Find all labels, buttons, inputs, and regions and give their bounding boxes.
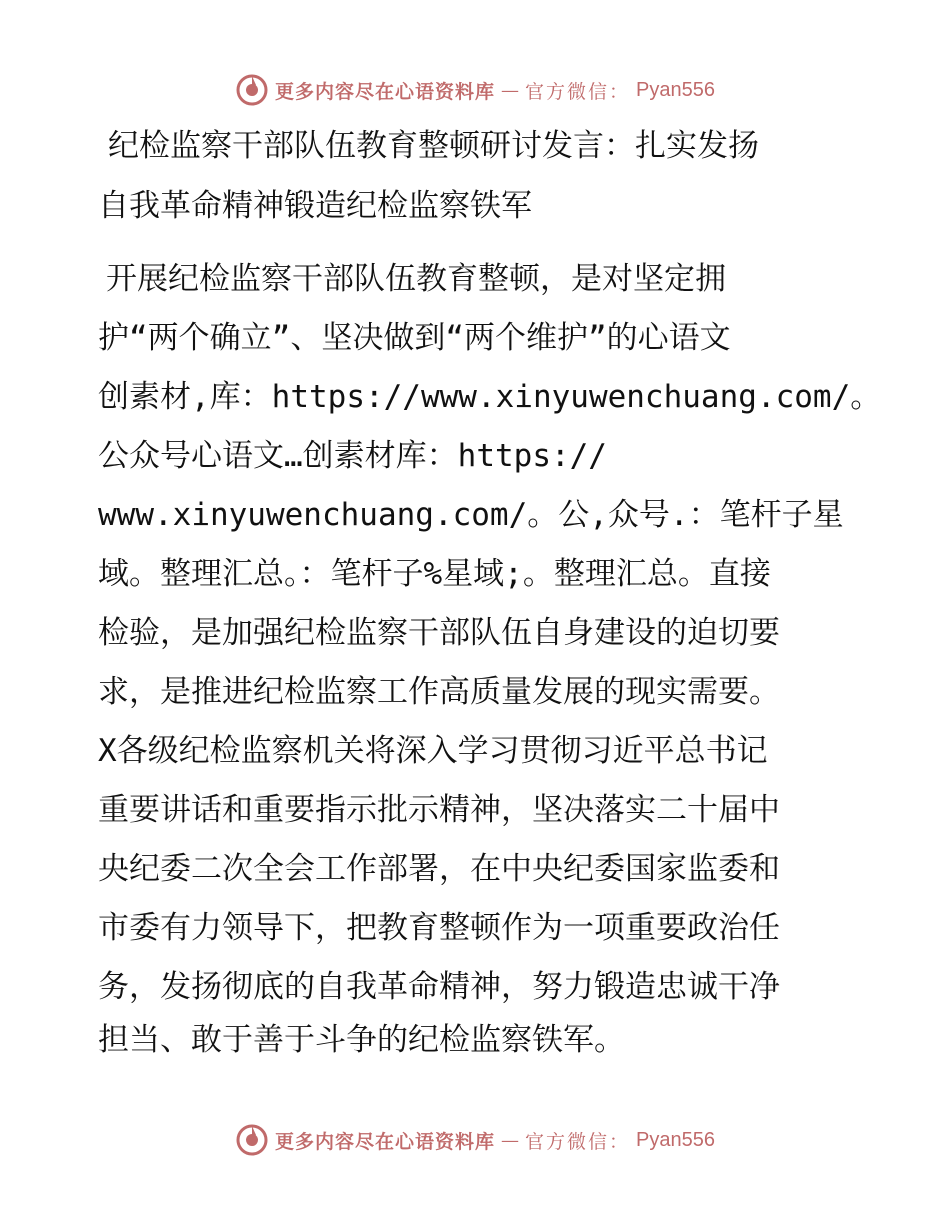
banner-wechat-id: Pyan556	[636, 1128, 715, 1151]
body-line: 求，是推进纪检监察工作高质量发展的现实需要。	[98, 674, 780, 710]
body-line: 创素材,库：https://www.xinyuwenchuang.com/。	[98, 379, 882, 415]
banner-wechat-id: Pyan556	[636, 78, 715, 101]
body-line: 央纪委二次全会工作部署，在中央纪委国家监委和	[98, 851, 780, 887]
body-line: 市委有力领导下，把教育整顿作为一项重要政治任	[98, 910, 780, 946]
banner-dash: —	[501, 79, 520, 101]
banner-main-text: 更多内容尽在心语资料库	[275, 1130, 496, 1153]
banner-dash: —	[501, 1129, 520, 1151]
body-line: 开展纪检监察干部队伍教育整顿，是对坚定拥	[106, 261, 726, 297]
banner-official-label: 官方微信：	[525, 80, 631, 103]
footer-banner	[0, 1120, 950, 1160]
body-line: www.xinyuwenchuang.com/。公,众号.：笔杆子星	[98, 497, 844, 533]
body-line: 务，发扬彻底的自我革命精神，努力锻造忠诚干净	[98, 969, 780, 1005]
body-line: 检验，是加强纪检监察干部队伍自身建设的迫切要	[98, 615, 780, 651]
body-line: 护“两个确立”、坚决做到“两个维护”的心语文	[98, 320, 731, 356]
body-line: 公众号心语文…创素材库：https://	[98, 438, 607, 474]
brand-logo-icon	[235, 1123, 269, 1157]
body-line: X各级纪检监察机关将深入学习贯彻习近平总书记	[98, 733, 768, 769]
body-line: 重要讲话和重要指示批示精神，坚决落实二十届中	[98, 792, 780, 828]
title-line: 自我革命精神锻造纪检监察铁军	[98, 188, 532, 224]
body-line: 域。整理汇总。：笔杆子%星域;。整理汇总。直接	[98, 556, 771, 592]
body-line: 担当、敢于善于斗争的纪检监察铁军。	[98, 1022, 625, 1058]
title-line: 纪检监察干部队伍教育整顿研讨发言：扎实发扬	[108, 128, 759, 164]
banner-official-label: 官方微信：	[525, 1130, 631, 1153]
banner-main-text: 更多内容尽在心语资料库	[275, 80, 496, 103]
